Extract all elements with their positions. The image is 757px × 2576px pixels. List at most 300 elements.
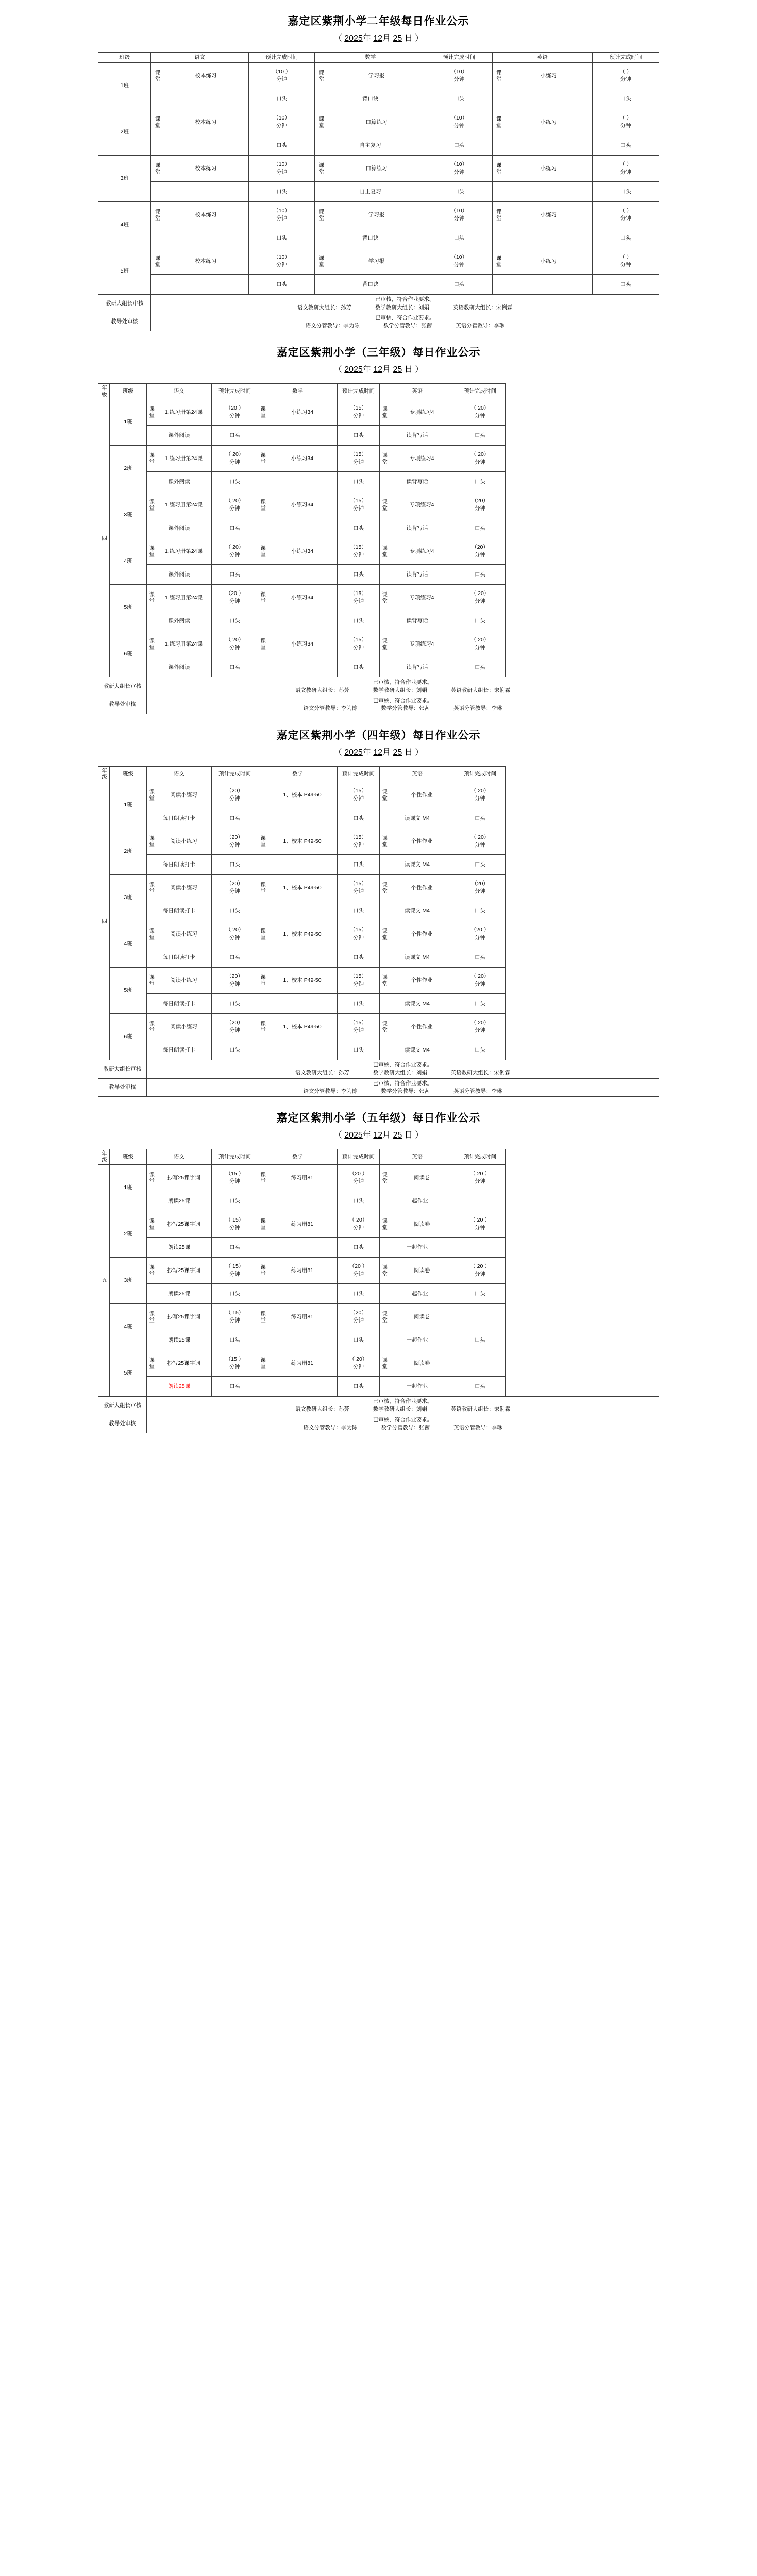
review-row-office (98, 1415, 659, 1433)
section-1 (0, 331, 757, 714)
chinese-oral-assignment (151, 89, 248, 109)
math-time-value: （10） (450, 161, 468, 168)
chinese-oral-time: 口头 (212, 1238, 258, 1258)
math-time-value: （10） (450, 254, 468, 261)
english-assignment: 个性作业 (389, 968, 455, 994)
english-time-unit: 分钟 (475, 1178, 485, 1185)
english-time-unit: 分钟 (620, 123, 631, 129)
english-time-value: （ 20 ） (470, 1263, 490, 1269)
math-time (338, 1258, 380, 1284)
chinese-time (212, 1211, 258, 1238)
chinese-time-value: （ 15） (225, 1217, 244, 1223)
english-time-value: （ ） (619, 208, 632, 214)
math-oral-time: 口头 (426, 135, 492, 156)
english-time-value: （ ） (619, 69, 632, 75)
table-row (98, 202, 659, 228)
chinese-time-unit: 分钟 (276, 215, 288, 222)
english-time (455, 1165, 506, 1191)
chinese-assignment: 1.练习册第24课 (156, 538, 212, 565)
chinese-assignment: 抄写25课字词 (156, 1211, 212, 1238)
english-classroom-label: 课堂 (380, 1304, 389, 1330)
review-row-group (98, 1397, 659, 1415)
chinese-time-unit: 分钟 (229, 842, 240, 849)
table-row (98, 156, 659, 182)
math-oral-time: 口头 (338, 611, 380, 631)
date-close-paren: ） (415, 1130, 424, 1140)
class-label: 5班 (110, 968, 147, 1014)
english-time-unit: 分钟 (475, 1271, 485, 1278)
math-classroom-label: 课堂 (315, 156, 327, 182)
chinese-time-value: （ 15） (225, 1310, 244, 1316)
english-classroom-label: 课堂 (380, 875, 389, 901)
table-row (98, 1014, 659, 1040)
math-classroom-label: 课堂 (258, 1258, 267, 1284)
math-assignment: 1、校本 P49-50 (267, 828, 338, 855)
english-assignment: 阅读卷 (389, 1350, 455, 1377)
chinese-oral-assignment: 每日朗读打卡 (147, 994, 212, 1014)
chinese-oral-assignment: 课外阅读 (147, 518, 212, 538)
english-time (455, 585, 506, 611)
class-label: 2班 (110, 828, 147, 875)
math-oral-assignment: 背口诀 (315, 228, 426, 248)
date-open-paren: （ (333, 365, 345, 374)
english-time-value: （ 20 ） (470, 1217, 490, 1223)
math-oral-time: 口头 (338, 947, 380, 968)
math-classroom-label: 课堂 (315, 109, 327, 135)
chinese-assignment: 抄写25课字词 (156, 1304, 212, 1330)
date-open-paren: （ (333, 748, 345, 757)
table-row (98, 1258, 659, 1284)
review-body-group (147, 1060, 659, 1078)
math-time-unit: 分钟 (353, 459, 364, 466)
date-year: 2025 (344, 33, 363, 43)
date-year: 2025 (344, 1130, 363, 1140)
signer-name: 英语教研大组长：宋俐霖 (450, 1070, 511, 1076)
english-time (455, 492, 506, 518)
english-classroom-label: 课堂 (380, 538, 389, 565)
chinese-classroom-label: 课堂 (147, 1211, 156, 1238)
english-oral-assignment (492, 275, 592, 295)
chinese-oral-assignment: 朗读25课 (147, 1377, 212, 1397)
math-time (338, 399, 380, 426)
english-assignment: 个性作业 (389, 782, 455, 808)
math-time-value: （15） (350, 880, 367, 887)
table-row (98, 657, 659, 677)
chinese-oral-time: 口头 (212, 947, 258, 968)
math-time-value: （ 20） (349, 1356, 368, 1362)
review-body-group (147, 1397, 659, 1415)
chinese-oral-time: 口头 (212, 1377, 258, 1397)
chinese-classroom-label: 课堂 (147, 631, 156, 657)
english-time-unit: 分钟 (475, 413, 485, 419)
english-oral-time: 口头 (593, 182, 659, 202)
review-label-office: 教导处审核 (98, 696, 147, 714)
english-classroom-label: 课堂 (380, 828, 389, 855)
math-oral-time: 口头 (338, 565, 380, 585)
chinese-oral-time: 口头 (212, 518, 258, 538)
math-time (426, 156, 492, 182)
math-time-value: （ 20） (349, 1217, 368, 1223)
review-status-text: 已审核，符合作业要求。 (375, 296, 435, 303)
chinese-time (248, 63, 315, 89)
chinese-classroom-label: 课堂 (147, 1014, 156, 1040)
chinese-time-unit: 分钟 (276, 123, 288, 129)
signer-name: 数学分管教导：张茜 (383, 322, 432, 329)
math-oral-assignment (258, 426, 338, 446)
english-oral-assignment (492, 89, 592, 109)
date-month-label: 月 (382, 1130, 393, 1140)
math-time-value: （20） (350, 1310, 367, 1316)
header-time-math: 预计完成时间 (426, 53, 492, 63)
english-classroom-label: 课堂 (380, 921, 389, 947)
chinese-time (212, 1258, 258, 1284)
header-chinese: 语文 (147, 767, 212, 782)
english-assignment: 阅读卷 (389, 1211, 455, 1238)
english-classroom-label: 课堂 (380, 968, 389, 994)
math-time (338, 782, 380, 808)
table-row (98, 135, 659, 156)
math-assignment: 练习册81 (267, 1350, 338, 1377)
table-row (98, 875, 659, 901)
english-classroom-label: 课堂 (380, 631, 389, 657)
review-signers (147, 1424, 658, 1432)
math-time-unit: 分钟 (353, 413, 364, 419)
english-time (593, 109, 659, 135)
review-label-group: 教研大组长审核 (98, 295, 151, 313)
header-english: 英语 (492, 53, 592, 63)
math-time-unit: 分钟 (453, 169, 465, 176)
math-classroom-label (258, 782, 267, 808)
chinese-time (212, 538, 258, 565)
chinese-time-unit: 分钟 (229, 935, 240, 941)
class-label: 2班 (110, 446, 147, 492)
math-classroom-label: 课堂 (258, 492, 267, 518)
chinese-time-value: （10 ） (272, 69, 291, 75)
review-signers (147, 1069, 658, 1077)
chinese-oral-time: 口头 (212, 808, 258, 828)
chinese-time (212, 968, 258, 994)
math-assignment: 1、校本 P49-50 (267, 1014, 338, 1040)
math-classroom-label: 课堂 (258, 921, 267, 947)
header-grade: 年级 (98, 1149, 110, 1165)
math-oral-time: 口头 (338, 1238, 380, 1258)
date-close-paren: ） (415, 33, 424, 43)
chinese-assignment: 1.练习册第24课 (156, 585, 212, 611)
grade-label: 五 (98, 1165, 110, 1397)
english-time-value: （ ） (619, 115, 632, 122)
math-time (426, 63, 492, 89)
chinese-time-unit: 分钟 (229, 1317, 240, 1324)
english-oral-time (455, 1191, 506, 1211)
math-classroom-label: 课堂 (258, 1014, 267, 1040)
table-header-row (98, 53, 659, 63)
chinese-classroom-label: 课堂 (147, 828, 156, 855)
signer-name: 数学教研大组长：刘娟 (373, 1406, 427, 1413)
signer-name: 英语教研大组长：宋俐霖 (450, 687, 511, 693)
chinese-time-value: （20 ） (225, 405, 244, 412)
math-oral-assignment (258, 1238, 338, 1258)
chinese-classroom-label: 课堂 (147, 1258, 156, 1284)
math-oral-assignment (258, 611, 338, 631)
chinese-classroom-label: 课堂 (151, 248, 163, 275)
chinese-time (212, 782, 258, 808)
table-row (98, 994, 659, 1014)
chinese-oral-assignment: 每日朗读打卡 (147, 808, 212, 828)
english-time (455, 1014, 506, 1040)
english-oral-time: 口头 (455, 426, 506, 446)
header-class: 班级 (98, 53, 151, 63)
signer-name: 英语教研大组长：宋俐霖 (450, 1406, 511, 1413)
table-row (98, 426, 659, 446)
math-classroom-label: 课堂 (258, 585, 267, 611)
date-month-label: 月 (382, 33, 393, 43)
review-label-office: 教导处审核 (98, 313, 151, 331)
english-oral-assignment: 读背写话 (380, 518, 455, 538)
math-time-unit: 分钟 (353, 795, 364, 802)
english-oral-assignment: 读课文 M4 (380, 855, 455, 875)
chinese-classroom-label: 课堂 (147, 492, 156, 518)
review-status-text: 已审核，符合作业要求。 (373, 1398, 433, 1405)
table-row (98, 63, 659, 89)
chinese-classroom-label: 课堂 (147, 446, 156, 472)
math-time (338, 828, 380, 855)
chinese-time-value: （ 15） (225, 1263, 244, 1269)
math-time-unit: 分钟 (453, 76, 465, 83)
english-time (455, 1211, 506, 1238)
english-time (455, 1304, 506, 1330)
signer-name: 语文教研大组长：孙芳 (295, 687, 349, 693)
math-assignment: 练习册81 (267, 1211, 338, 1238)
math-classroom-label: 课堂 (315, 202, 327, 228)
table-row (98, 518, 659, 538)
english-assignment: 小练习 (504, 109, 593, 135)
math-assignment: 口算练习 (327, 109, 426, 135)
math-classroom-label: 课堂 (258, 1165, 267, 1191)
english-time-value: （ 20） (470, 834, 490, 841)
math-classroom-label: 课堂 (258, 1304, 267, 1330)
english-time-unit: 分钟 (475, 1225, 485, 1231)
chinese-time-unit: 分钟 (229, 1271, 240, 1278)
review-label-group: 教研大组长审核 (98, 677, 147, 696)
chinese-time-unit: 分钟 (229, 598, 240, 605)
header-chinese: 语文 (151, 53, 248, 63)
english-assignment: 阅读卷 (389, 1258, 455, 1284)
english-time-unit: 分钟 (475, 795, 485, 802)
math-classroom-label: 课堂 (258, 968, 267, 994)
english-time-unit: 分钟 (620, 169, 631, 176)
chinese-time-unit: 分钟 (229, 413, 240, 419)
chinese-time-unit: 分钟 (229, 1225, 240, 1231)
chinese-time (212, 399, 258, 426)
chinese-assignment: 校本练习 (163, 109, 249, 135)
review-signers (152, 304, 658, 312)
math-time-unit: 分钟 (453, 123, 465, 129)
english-classroom-label: 课堂 (380, 446, 389, 472)
date-open-paren: （ (333, 33, 345, 43)
math-time-unit: 分钟 (353, 842, 364, 849)
english-classroom-label: 课堂 (380, 399, 389, 426)
chinese-time-value: （20） (226, 973, 243, 980)
header-time-chinese: 预计完成时间 (212, 384, 258, 399)
header-time-math: 预计完成时间 (338, 767, 380, 782)
table-row (98, 855, 659, 875)
signer-name: 英语分管教导：李琳 (453, 705, 502, 711)
chinese-time-value: （20） (226, 1020, 243, 1026)
chinese-oral-assignment: 课外阅读 (147, 472, 212, 492)
math-time-value: （15） (350, 788, 367, 794)
date-month-label: 月 (382, 365, 393, 374)
math-classroom-label: 课堂 (258, 538, 267, 565)
english-assignment: 阅读卷 (389, 1165, 455, 1191)
review-row-group (98, 677, 659, 696)
chinese-time-value: （15 ） (225, 1356, 244, 1362)
homework-table-2 (98, 766, 659, 1097)
table-row (98, 1040, 659, 1060)
math-assignment: 小练习34 (267, 538, 338, 565)
chinese-time (212, 921, 258, 947)
header-time-math: 预计完成时间 (338, 1149, 380, 1165)
chinese-time (248, 156, 315, 182)
math-time-value: （15） (350, 927, 367, 934)
math-assignment: 1、校本 P49-50 (267, 875, 338, 901)
header-time-chinese: 预计完成时间 (212, 767, 258, 782)
english-classroom-label: 课堂 (380, 585, 389, 611)
math-assignment: 1、校本 P49-50 (267, 921, 338, 947)
math-oral-time: 口头 (338, 426, 380, 446)
table-row (98, 399, 659, 426)
english-assignment: 专项练习4 (389, 585, 455, 611)
signer-name: 英语教研大组长：宋俐霖 (452, 304, 513, 311)
math-oral-time: 口头 (426, 89, 492, 109)
english-time (455, 538, 506, 565)
chinese-oral-time: 口头 (212, 426, 258, 446)
english-oral-assignment: 读背写话 (380, 426, 455, 446)
section-title-1: 嘉定区紫荆小学（三年级）每日作业公示 (276, 347, 481, 359)
english-oral-assignment: 读课文 M4 (380, 808, 455, 828)
english-oral-time: 口头 (455, 855, 506, 875)
math-time-value: （20 ） (349, 1171, 368, 1177)
review-row-office (98, 313, 659, 331)
chinese-time-unit: 分钟 (229, 888, 240, 895)
class-label: 6班 (110, 631, 147, 677)
english-time-unit: 分钟 (475, 505, 485, 512)
table-row (98, 1304, 659, 1330)
review-row-office (98, 696, 659, 714)
english-oral-assignment (492, 228, 592, 248)
chinese-time (212, 1304, 258, 1330)
class-label: 5班 (98, 248, 151, 295)
section-date-1 (98, 363, 659, 384)
math-time-value: （15） (350, 973, 367, 980)
table-row (98, 446, 659, 472)
math-time (338, 1014, 380, 1040)
signer-name: 英语分管教导：李琳 (453, 1088, 502, 1094)
review-body-office (147, 1415, 659, 1433)
math-time-value: （15） (350, 498, 367, 504)
english-time (455, 631, 506, 657)
english-time (593, 63, 659, 89)
chinese-time (212, 1350, 258, 1377)
math-time-unit: 分钟 (353, 598, 364, 605)
chinese-time (212, 631, 258, 657)
math-time-value: （15） (350, 590, 367, 597)
math-assignment: 小练习34 (267, 446, 338, 472)
chinese-time-unit: 分钟 (229, 981, 240, 988)
chinese-time-value: （ 20） (225, 544, 244, 551)
math-oral-assignment (258, 855, 338, 875)
date-year-label: 年 (362, 365, 374, 374)
math-oral-time: 口头 (338, 472, 380, 492)
chinese-classroom-label: 课堂 (147, 921, 156, 947)
math-assignment: 1、校本 P49-50 (267, 968, 338, 994)
header-time-chinese: 预计完成时间 (248, 53, 315, 63)
math-oral-assignment (258, 518, 338, 538)
table-row (98, 565, 659, 585)
table-row (98, 782, 659, 808)
review-body-office (147, 1078, 659, 1096)
chinese-time-value: （ 20） (225, 637, 244, 643)
header-chinese: 语文 (147, 384, 212, 399)
english-oral-time: 口头 (455, 657, 506, 677)
class-label: 1班 (110, 1165, 147, 1211)
class-label: 2班 (98, 109, 151, 156)
math-time (338, 446, 380, 472)
chinese-assignment: 阅读小练习 (156, 782, 212, 808)
chinese-classroom-label: 课堂 (147, 875, 156, 901)
section-3 (0, 1097, 757, 1433)
english-oral-time: 口头 (455, 808, 506, 828)
chinese-classroom-label: 课堂 (147, 968, 156, 994)
chinese-oral-assignment: 课外阅读 (147, 611, 212, 631)
chinese-time-value: （20） (226, 834, 243, 841)
signer-name: 数学分管教导：张茜 (381, 705, 430, 711)
table-row (98, 1191, 659, 1211)
review-signers (147, 1088, 658, 1095)
english-time (593, 202, 659, 228)
table-row (98, 538, 659, 565)
english-time-unit: 分钟 (475, 935, 485, 941)
english-assignment: 专项练习4 (389, 538, 455, 565)
class-label: 4班 (110, 538, 147, 585)
chinese-classroom-label: 课堂 (147, 538, 156, 565)
table-row (98, 1330, 659, 1350)
math-time-unit: 分钟 (353, 1027, 364, 1034)
signer-name: 语文分管教导：李为陈 (303, 1088, 358, 1094)
english-time-value: （ 20） (470, 451, 490, 458)
math-oral-time: 口头 (338, 1040, 380, 1060)
homework-table-0 (98, 52, 659, 331)
section-0 (0, 0, 757, 331)
math-time-unit: 分钟 (353, 505, 364, 512)
english-time (593, 248, 659, 275)
header-english: 英语 (380, 767, 455, 782)
chinese-oral-time: 口头 (212, 994, 258, 1014)
chinese-oral-time: 口头 (212, 901, 258, 921)
class-label: 4班 (110, 921, 147, 968)
signer-name: 语文教研大组长：孙芳 (295, 1406, 349, 1413)
math-time-unit: 分钟 (453, 262, 465, 268)
chinese-time (248, 248, 315, 275)
math-classroom-label: 课堂 (258, 1211, 267, 1238)
chinese-oral-time: 口头 (212, 657, 258, 677)
table-row (98, 109, 659, 135)
review-row-office (98, 1078, 659, 1096)
math-time-value: （15） (350, 451, 367, 458)
chinese-assignment: 抄写25课字词 (156, 1165, 212, 1191)
signer-name: 语文教研大组长：孙芳 (297, 304, 351, 311)
math-oral-time: 口头 (426, 182, 492, 202)
math-oral-assignment (258, 1330, 338, 1350)
